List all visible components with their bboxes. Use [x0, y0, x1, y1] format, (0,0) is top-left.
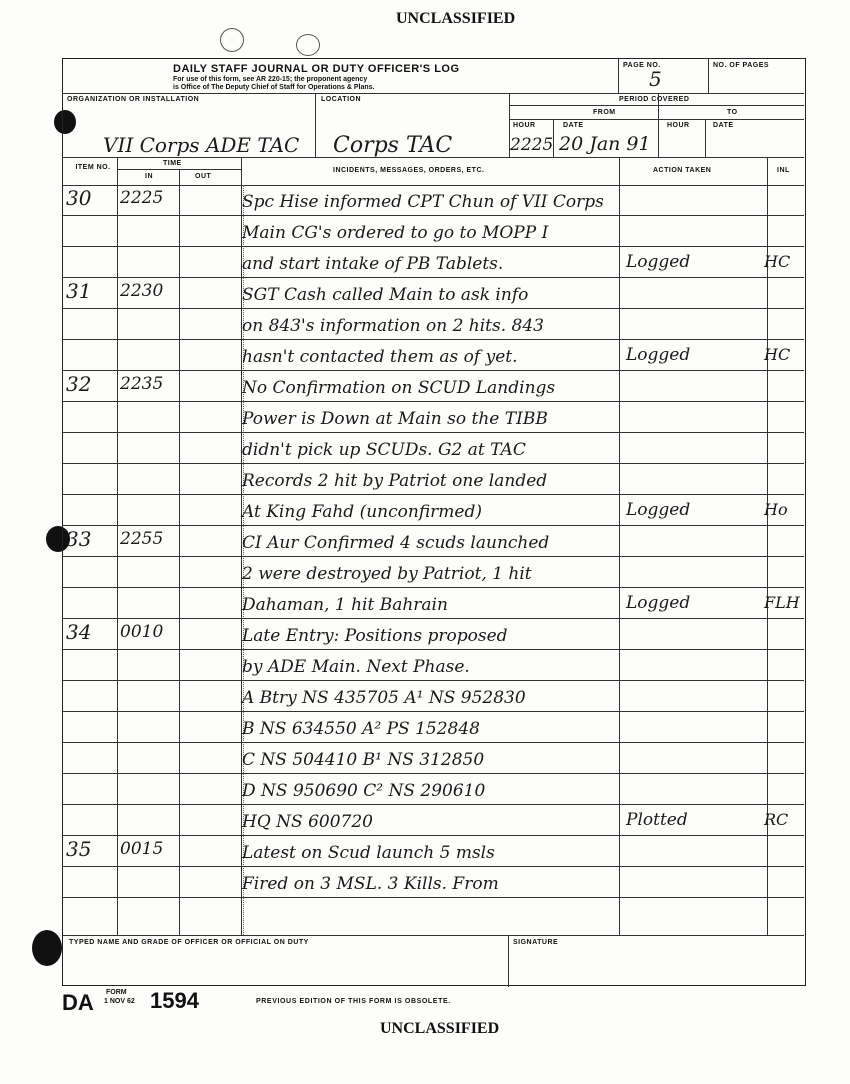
entry-line: B NS 634550 A² PS 152848 [242, 719, 480, 739]
entry-line: C NS 504410 B¹ NS 312850 [242, 750, 485, 770]
entry-time-in: 2225 [120, 188, 164, 208]
page-no-label: PAGE NO. [623, 62, 661, 69]
entry-action: Logged [626, 593, 691, 613]
entry-action: Plotted [626, 810, 688, 830]
row-rule [62, 680, 804, 681]
entry-time-in: 2230 [120, 281, 164, 301]
form-subtitle-2: is Office of The Deputy Chief of Staff for Operations & Plans. [173, 84, 375, 91]
row-rule [62, 525, 804, 526]
entry-line: Spc Hise informed CPT Chun of VII Corps [242, 192, 604, 212]
entry-line: Records 2 hit by Patriot one landed [242, 471, 548, 491]
form-subtitle-1: For use of this form, see AR 220-15; the proponent agency [173, 76, 368, 83]
entry-line: by ADE Main. Next Phase. [242, 657, 470, 677]
col-initials: INL [777, 167, 790, 174]
col-action: ACTION TAKEN [653, 167, 712, 174]
row-rule [62, 742, 804, 743]
col-time-out: OUT [195, 173, 212, 180]
to-date-label: DATE [713, 122, 734, 129]
from-label: FROM [593, 109, 616, 116]
entry-item-no: 33 [66, 527, 92, 551]
from-hour-label: HOUR [513, 122, 536, 129]
entry-line: on 843's information on 2 hits. 843 [242, 316, 544, 336]
entry-line: HQ NS 600720 [242, 812, 373, 832]
entry-line: SGT Cash called Main to ask info [242, 285, 529, 305]
to-label: TO [727, 109, 738, 116]
row-rule [62, 432, 804, 433]
entry-action: Logged [626, 500, 691, 520]
row-rule [62, 587, 804, 588]
from-date-label: DATE [563, 122, 584, 129]
entry-time-in: 0015 [120, 839, 164, 859]
org-label: ORGANIZATION OR INSTALLATION [67, 96, 200, 103]
row-rule [62, 494, 804, 495]
entry-initials: HC [764, 345, 791, 364]
punch-hole [32, 930, 62, 966]
entry-action: Logged [626, 345, 691, 365]
col-item-no: ITEM NO. [75, 164, 111, 171]
entry-item-no: 34 [66, 620, 92, 644]
classification-top: UNCLASSIFIED [396, 10, 516, 27]
entry-initials: Ho [764, 500, 788, 519]
entry-time-in: 2235 [120, 374, 164, 394]
entry-item-no: 35 [66, 837, 92, 861]
entry-initials: RC [764, 810, 789, 829]
row-rule [62, 556, 804, 557]
page-no-value: 5 [649, 67, 662, 91]
circle-mark [220, 28, 244, 52]
form-number: DA [62, 990, 94, 1015]
row-rule [62, 804, 804, 805]
entry-line: A Btry NS 435705 A¹ NS 952830 [242, 688, 526, 708]
circle-mark [296, 34, 320, 56]
typed-name-label: TYPED NAME AND GRADE OF OFFICER OR OFFICIAL ON DUTY [69, 939, 309, 946]
row-rule [62, 618, 804, 619]
row-rule [62, 339, 804, 340]
row-rule [62, 401, 804, 402]
entry-time-in: 0010 [120, 622, 164, 642]
entry-line: Dahaman, 1 hit Bahrain [242, 595, 448, 615]
classification-bottom: UNCLASSIFIED [380, 1020, 500, 1037]
location-label: LOCATION [321, 96, 362, 103]
entry-line: Power is Down at Main so the TIBB [242, 409, 548, 429]
row-rule [62, 897, 804, 898]
from-date-value: 20 Jan 91 [559, 133, 651, 155]
form-title: DAILY STAFF JOURNAL OR DUTY OFFICER'S LOG [173, 63, 460, 75]
from-hour-value: 2225 [510, 135, 554, 155]
row-rule [62, 277, 804, 278]
entry-line: No Confirmation on SCUD Landings [242, 378, 556, 398]
entry-line: Latest on Scud launch 5 msls [242, 843, 495, 863]
entry-item-no: 31 [66, 279, 92, 303]
to-hour-label: HOUR [667, 122, 690, 129]
entry-line: D NS 950690 C² NS 290610 [242, 781, 486, 801]
entry-item-no: 32 [66, 372, 92, 396]
period-label: PERIOD COVERED [619, 96, 690, 103]
entry-item-no: 30 [66, 186, 92, 210]
col-incidents: INCIDENTS, MESSAGES, ORDERS, ETC. [333, 167, 485, 174]
entry-line: hasn't contacted them as of yet. [242, 347, 518, 367]
row-rule [62, 463, 804, 464]
entry-line: and start intake of PB Tablets. [242, 254, 504, 274]
row-rule [62, 370, 804, 371]
form-label: FORM [106, 989, 127, 996]
no-of-pages-label: NO. OF PAGES [713, 62, 770, 69]
entry-line: Late Entry: Positions proposed [242, 626, 508, 646]
row-rule [62, 215, 804, 216]
entry-action: Logged [626, 252, 691, 272]
entry-time-in: 2255 [120, 529, 164, 549]
entry-line: Main CG's ordered to go to MOPP I [242, 223, 549, 243]
entry-line: 2 were destroyed by Patriot, 1 hit [242, 564, 532, 584]
entry-line: At King Fahd (unconfirmed) [242, 502, 482, 522]
signature-label: SIGNATURE [513, 939, 559, 946]
entry-line: Fired on 3 MSL. 3 Kills. From [242, 874, 499, 894]
col-time: TIME [163, 160, 182, 167]
col-time-in: IN [145, 173, 153, 180]
org-value: VII Corps ADE TAC [103, 133, 300, 157]
row-rule [62, 711, 804, 712]
row-rule [62, 773, 804, 774]
previous-edition-note: PREVIOUS EDITION OF THIS FORM IS OBSOLETE. [256, 998, 451, 1005]
row-rule [62, 246, 804, 247]
location-value: Corps TAC [333, 133, 453, 158]
form-date: 1 NOV 62 [104, 998, 135, 1005]
entry-initials: FLH [764, 593, 800, 612]
row-rule [62, 835, 804, 836]
row-rule [62, 866, 804, 867]
entry-line: didn't pick up SCUDs. G2 at TAC [242, 440, 526, 460]
entry-line: CI Aur Confirmed 4 scuds launched [242, 533, 550, 553]
entry-initials: HC [764, 252, 791, 271]
form-code: 1594 [150, 988, 199, 1013]
row-rule [62, 308, 804, 309]
row-rule [62, 649, 804, 650]
